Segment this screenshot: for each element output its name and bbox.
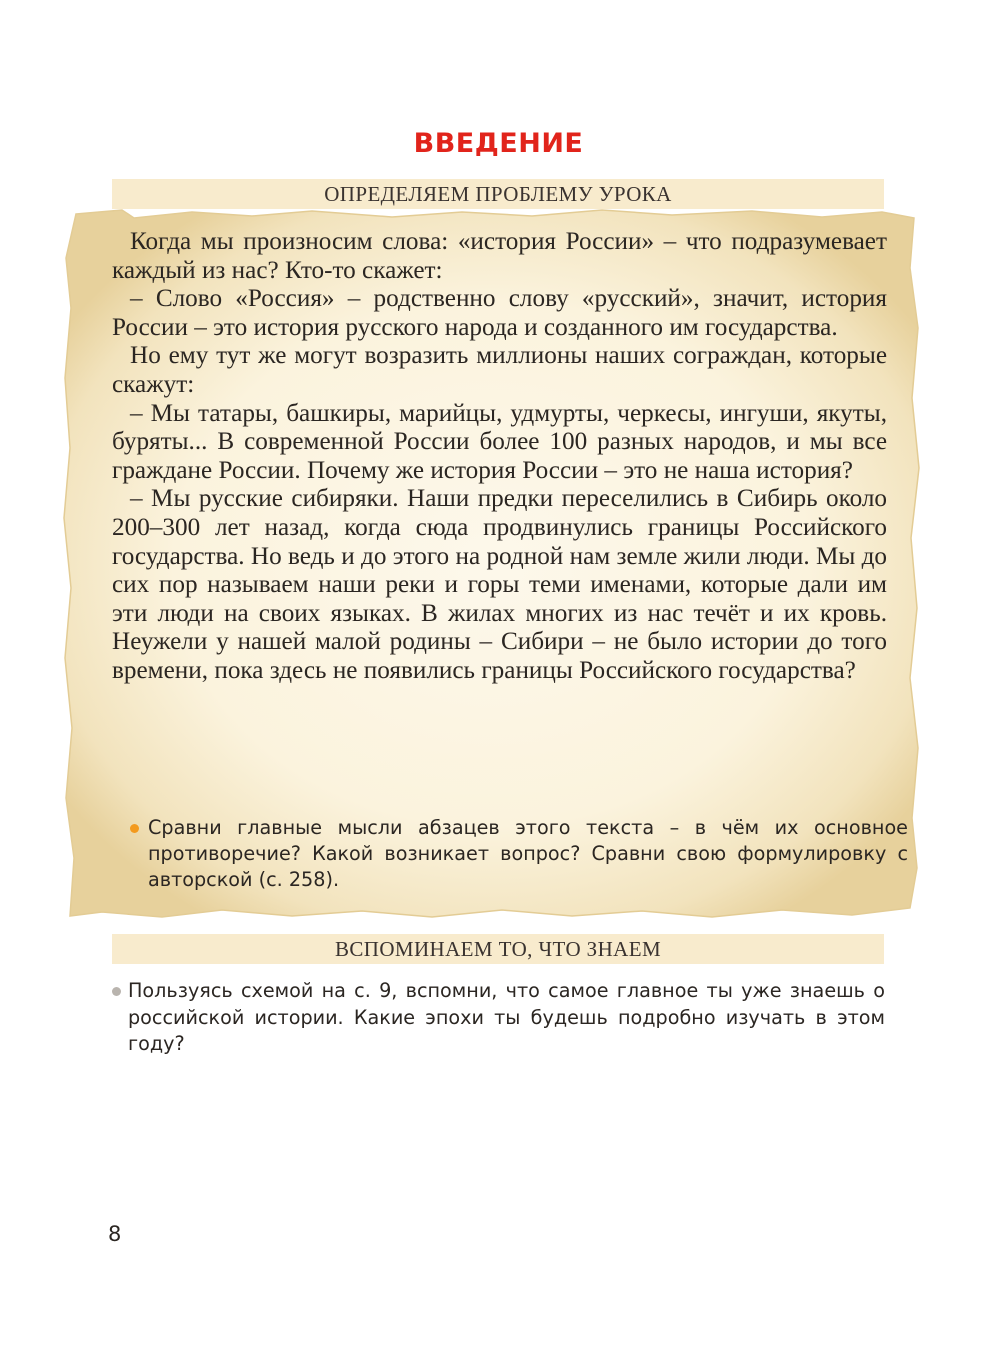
- paragraph-3: Но ему тут же могут возразить миллионы наших сограждан, которые скажут:: [112, 342, 887, 398]
- section-heading-problem: ОПРЕДЕЛЯЕМ ПРОБЛЕМУ УРОКА: [112, 179, 884, 209]
- recall-task-text: Пользуясь схемой на с. 9, вспомни, что самое главное ты уже знаешь о российской истории. Какие эпохи ты будешь подробно изучать в этом году?: [128, 979, 885, 1055]
- paragraph-2: – Слово «Россия» – родственно слову «русский», значит, история России – это история русского народа и созданного им государства.: [112, 285, 887, 341]
- parchment-panel: [62, 208, 922, 920]
- problem-task-text: Сравни главные мысли абзацев этого текста – в чём их основное противоречие? Какой возникает вопрос? Сравни свою формулировку с авторской (с. 258).: [148, 816, 908, 891]
- bullet-icon: [130, 824, 139, 833]
- paragraph-4: – Мы татары, башкиры, марийцы, удмурты, черкесы, ингуши, якуты, буряты... В современной России более 100 разных народов, и мы все граждане России. Почему же история России – это не наша история?: [112, 399, 887, 484]
- page-number: 8: [108, 1222, 122, 1246]
- bullet-icon: [112, 987, 121, 996]
- paragraph-1: Когда мы произносим слова: «история России» – что подразумевает каждый из нас? Кто-то скажет:: [112, 228, 887, 284]
- paragraph-5: – Мы русские сибиряки. Наши предки переселились в Сибирь около 200–300 лет назад, когда сюда продвинулись границы Российского государства. Но ведь и до этого на родной нам земле жили люди. Мы до сих пор называем наши реки и горы теми именами, которые дали им эти люди на своих языках. В жилах многих из нас течёт и их кровь. Неужели у нашей малой родины – Сибири – не было истории до того времени, пока здесь не появились границы Российского государства?: [112, 485, 887, 684]
- problem-text: [112, 228, 887, 686]
- problem-task: [130, 815, 908, 893]
- section-heading-recall: ВСПОМИНАЕМ ТО, ЧТО ЗНАЕМ: [112, 934, 884, 964]
- recall-task: [112, 978, 885, 1058]
- page-title: ВВЕДЕНИЕ: [413, 128, 584, 159]
